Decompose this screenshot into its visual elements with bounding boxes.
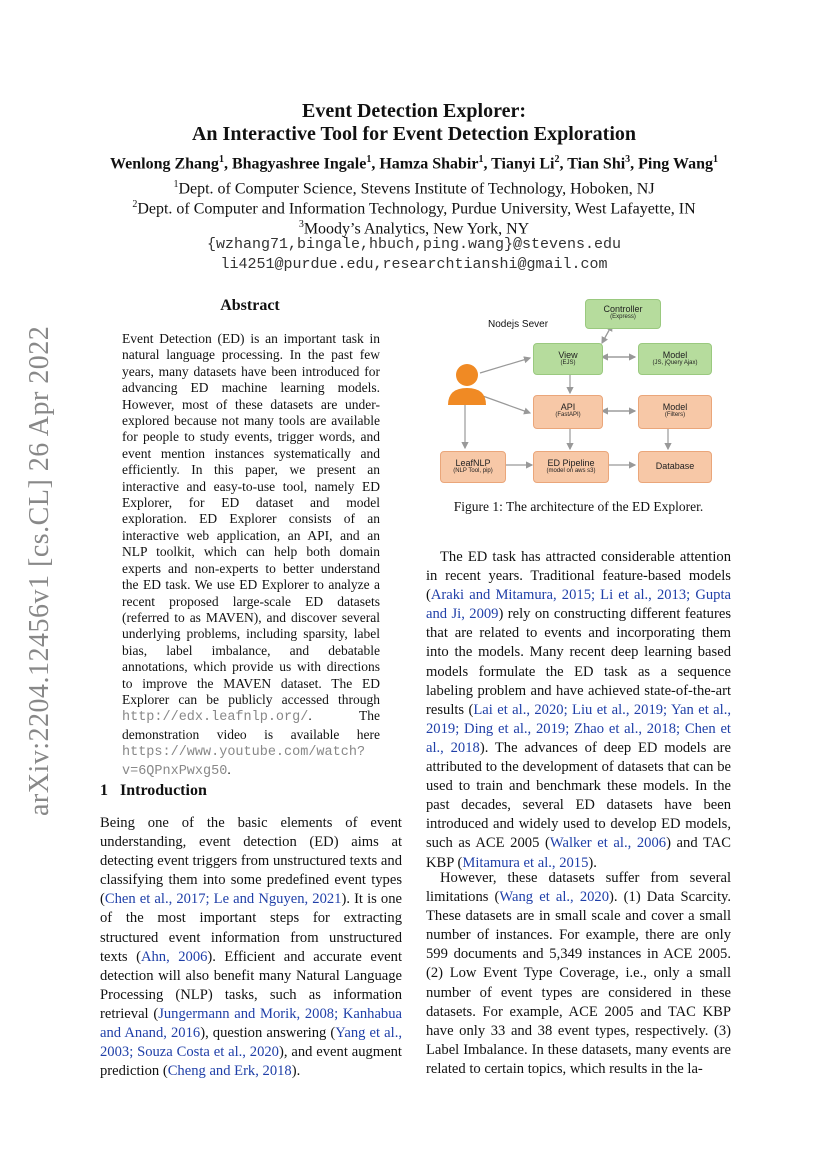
view-node: View (EJS) — [533, 343, 603, 375]
section-heading: 1 Introduction — [100, 782, 207, 799]
affiliation: $^2$Dept. of Computer and Information Technology, Purdue University, West Lafayette, IN — [132, 199, 696, 218]
citation[interactable]: Chen et al., 2017; Le and Nguyen, 2021 — [104, 891, 342, 908]
citation[interactable]: Araki and Mitamura, 2015; Li et al., 2013; Gupta and Ji, 2009 — [426, 587, 731, 623]
email-line: li4251@purdue.edu,researchtianshi@gmail.com — [220, 256, 608, 273]
server-label: Nodejs Sever — [488, 319, 549, 330]
abstract-heading: Abstract — [220, 297, 280, 314]
author-list: Wenlong Zhang$^1$, Bhagyashree Ingale$^1$, Hamza Shabir$^1$, Tianyi Li$^2$, Tian Shi$^3$, Ping Wang$^1$ — [110, 154, 718, 173]
citation[interactable]: Ahn, 2006 — [140, 948, 208, 965]
intro-paragraph: Being one of the basic elements of event understanding, event detection (ED) aims at detecting event triggers from unstructured texts and classifying them into some predefined event types (Chen et al., 2017; Le and Nguyen, 2021). It is one of the most important steps for extracting structured event information from unstructured texts (Ahn, 2006). Efficient and accurate event detection will also benefit many Natural Language Processing (NLP) tasks, such as information retrieval (Jungermann and Morik, 2008; Kanhabua and Anand, 2016), question answering (Yang et al., 2003; Souza Costa et al., 2020), and event augment prediction (Cheng and Erk, 2018). — [100, 815, 403, 1080]
paper-title-line2: An Interactive Tool for Event Detection Exploration — [191, 123, 637, 145]
database-node: Database — [638, 451, 712, 483]
pipeline-node: ED Pipeline (model on aws s3) — [533, 451, 609, 483]
citation[interactable]: Jungermann and Morik, 2008; Kanhabua and Anand, 2016 — [100, 1005, 403, 1042]
author: Ping Wang — [638, 155, 713, 173]
controller-node: Controller (Express) — [585, 299, 661, 329]
architecture-figure — [430, 293, 730, 493]
model-node: Model (JS, jQuery Ajax) — [638, 343, 712, 375]
abstract-body: Event Detection (ED) is an important task in natural language processing. In the past few years, many datasets have been introduced for advancing ED machine learning models. However, most of these datasets are under-explored because not many tools are available for people to study events, trigger words, and event mention instances systematically and efficiently. In this paper, we present an interactive and easy-to-use tool, namely ED Explorer, for ED dataset and model exploration. ED Explorer consists of an interactive web application, an API, and an NLP toolkit, which can help both domain experts and non-experts to better understand the ED task. We use ED Explorer to analyze a recent proposed large-scale ED datasets (referred to as MAVEN), and discover several underlying problems, including sparsity, label bias, label imbalance, and debatable annotations, which provide us with directions to improve the MAVEN dataset. The ED Explorer can be publicly accessed through http://edx.leafnlp.org/. The demonstration video is available here https://www.youtube.com/watch?v=6QPnxPwxg50. — [122, 331, 380, 779]
citation[interactable]: Yang et al., 2003; Souza Costa et al., 2020 — [100, 1025, 402, 1061]
author: Tian Shi — [567, 155, 626, 173]
citation[interactable]: Mitamura et al., 2015 — [462, 854, 589, 871]
citation[interactable]: Lai et al., 2020; Liu et al., 2019; Yan et al., 2019; Ding et al., 2019; Zhao et al., 2018; Chen et al., 2018 — [426, 701, 731, 756]
filters-model-node: Model (Filters) — [638, 395, 712, 429]
author: Hamza Shabir — [379, 155, 479, 173]
api-node: API (FastAPI) — [533, 395, 603, 429]
author: Bhagyashree Ingale — [231, 155, 367, 173]
body-paragraph: The ED task has attracted considerable attention in recent years. Traditional feature-based models (Araki and Mitamura, 2015; Li et al., 2013; Gupta and Ji, 2009) rely on constructing different features that are related to events and incorporating them into the models. Many recent deep learning based models formulate the ED task as a sequence labeling problem and have achieved state-of-the-art results (Lai et al., 2020; Liu et al., 2019; Yan et al., 2019; Ding et al., 2019; Zhao et al., 2018; Chen et al., 2018). The advances of deep ED models are attributed to the development of datasets that can be used to train and benchmark these models. In the past decades, several ED datasets have been introduced and widely used to develop ED models, such as ACE 2005 (Walker et al., 2006) and TAC KBP (Mitamura et al., 2015). — [426, 549, 732, 871]
citation[interactable]: Cheng and Erk, 2018 — [167, 1063, 292, 1080]
arxiv-identifier: arXiv:2204.12456v1 [cs.CL] 26 Apr 2022 — [24, 325, 55, 816]
citation[interactable]: Walker et al., 2006 — [549, 835, 667, 852]
user-head-icon — [456, 364, 478, 386]
project-link[interactable]: http://edx.leafnlp.org/ — [122, 710, 309, 726]
paper-title-line1: Event Detection Explorer: — [301, 100, 527, 122]
affiliation: $^3$Moody’s Analytics, New York, NY — [298, 219, 530, 238]
body-paragraph: However, these datasets suffer from several limitations (Wang et al., 2020). (1) Data Scarcity. These datasets are in small scale and cover a small number of instances. For example, there are only 599 documents and 5,349 instances in ACE 2005. (2) Low Event Type Coverage, i.e., only a small number of event types are considered in these datasets. For example, ACE 2005 and TAC KBP have only 33 and 38 event types, respectively. (3) Label Imbalance. In these datasets, many events are related to certain topics, which results in the la- — [426, 870, 731, 1077]
author: Tianyi Li — [491, 155, 555, 173]
video-link[interactable]: https://www.youtube.com/watch?v=6QPnxPwxg50 — [122, 745, 366, 779]
citation[interactable]: Wang et al., 2020 — [499, 889, 610, 906]
user-body-icon — [448, 388, 486, 405]
email-line: {wzhang71,bingale,hbuch,ping.wang}@stevens.edu — [206, 236, 622, 253]
author: Wenlong Zhang — [110, 155, 219, 173]
affiliation: $^1$Dept. of Computer Science, Stevens Institute of Technology, Hoboken, NJ — [173, 179, 655, 198]
leafnlp-node: LeafNLP (NLP Tool, pip) — [440, 451, 506, 483]
figure-caption: Figure 1: The architecture of the ED Explorer. — [453, 499, 704, 514]
